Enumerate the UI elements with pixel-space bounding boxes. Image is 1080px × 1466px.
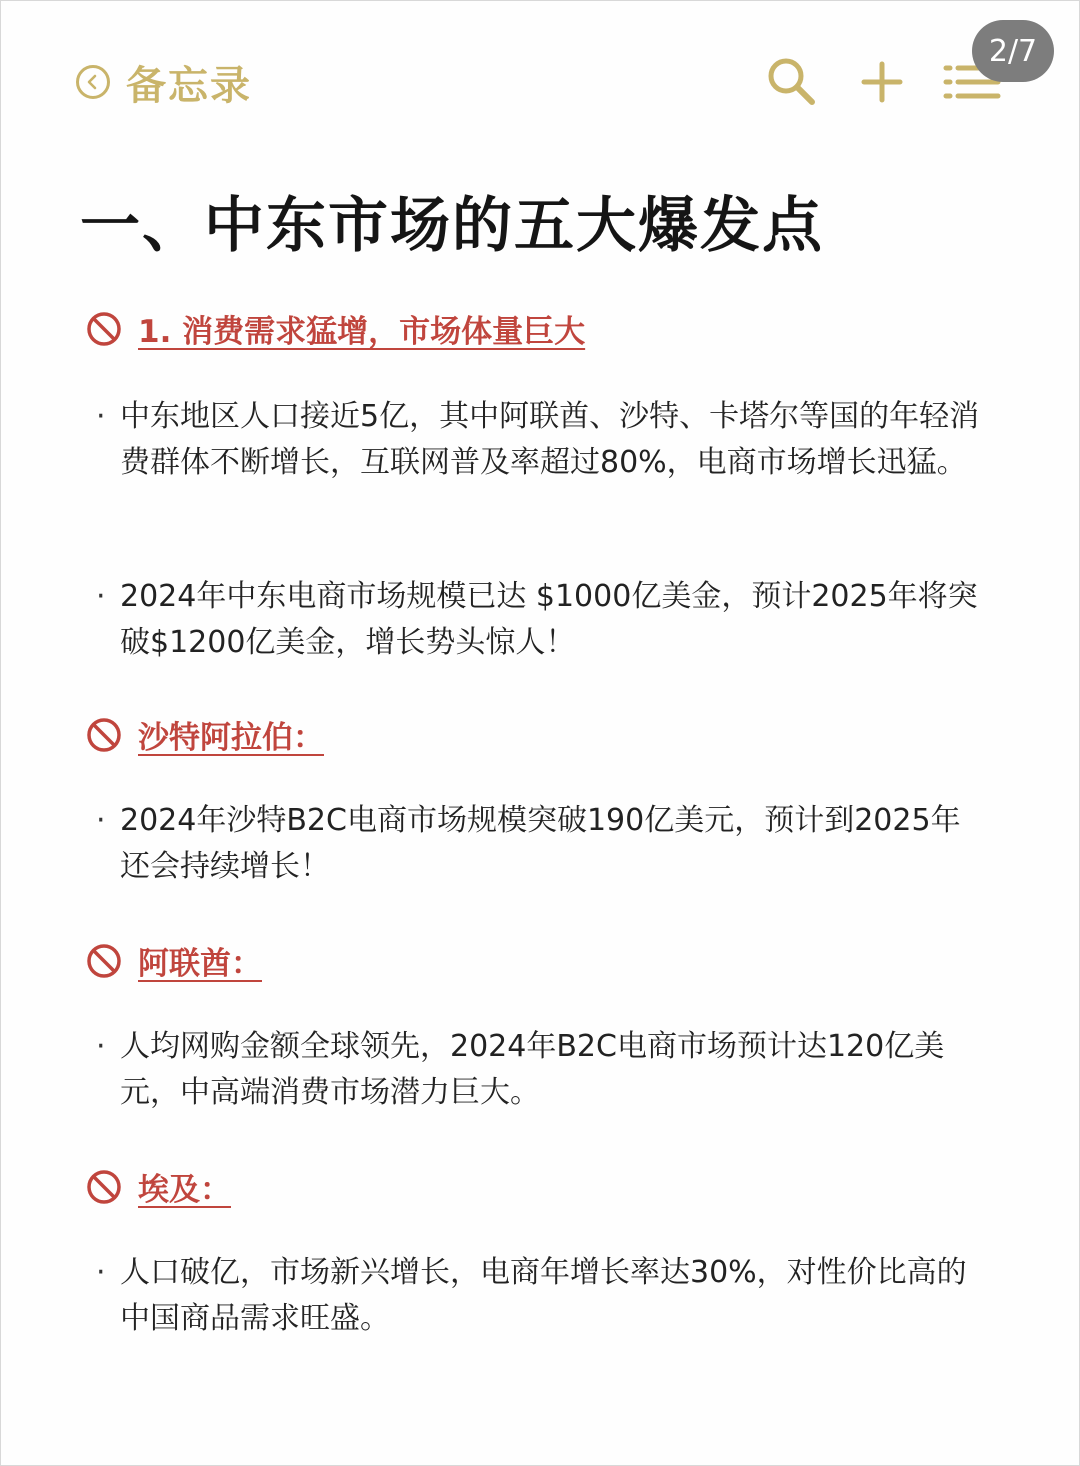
list-item (96, 1024, 996, 1116)
list-item-text: 2024年中东电商市场规模已达 $1000亿美金，预计2025年将突破$1200亿美金，增长势头惊人！ (120, 579, 978, 660)
section-heading (86, 1164, 231, 1209)
prohibited-icon (86, 717, 122, 753)
page-title: 一、中东市场的五大爆发点 (80, 191, 824, 261)
search-button[interactable] (762, 52, 822, 112)
back-label: 备忘录 (126, 62, 252, 109)
back-button[interactable] (76, 56, 252, 108)
bullet-dot: · (96, 1255, 106, 1290)
list-item (96, 574, 996, 666)
top-bar (0, 0, 1080, 150)
section-heading (86, 712, 324, 757)
prohibited-icon (86, 943, 122, 979)
bullet-dot: · (96, 803, 106, 838)
prohibited-icon (86, 311, 122, 347)
list-item-text: 人口破亿，市场新兴增长，电商年增长率达30%，对性价比高的中国商品需求旺盛。 (120, 1255, 967, 1336)
add-note-button[interactable] (852, 52, 912, 112)
section-heading (86, 938, 262, 983)
list-item (96, 394, 996, 486)
bullet-dot: · (96, 579, 106, 614)
section-heading-text: 1. 消费需求猛增，市场体量巨大 (138, 314, 586, 350)
prohibited-icon (86, 1169, 122, 1205)
search-icon (764, 54, 820, 110)
bullet-dot: · (96, 399, 106, 434)
bullet-dot: · (96, 1029, 106, 1064)
list-item-text: 2024年沙特B2C电商市场规模突破190亿美元，预计到2025年还会持续增长！ (120, 803, 961, 884)
section-heading (86, 306, 585, 351)
section-heading-text: 沙特阿拉伯： (138, 720, 324, 756)
page-indicator: 2/7 (972, 20, 1054, 82)
list-item (96, 798, 996, 890)
list-item-text: 中东地区人口接近5亿，其中阿联酋、沙特、卡塔尔等国的年轻消费群体不断增长，互联网普及率超过80%，电商市场增长迅猛。 (120, 399, 980, 480)
list-item-text: 人均网购金额全球领先，2024年B2C电商市场预计达120亿美元，中高端消费市场潜力巨大。 (120, 1029, 945, 1110)
section-heading-text: 阿联酋： (138, 946, 262, 982)
list-item (96, 1250, 996, 1342)
section-heading-text: 埃及： (138, 1172, 231, 1208)
plus-icon (858, 58, 906, 106)
chevron-left-icon (76, 65, 110, 99)
